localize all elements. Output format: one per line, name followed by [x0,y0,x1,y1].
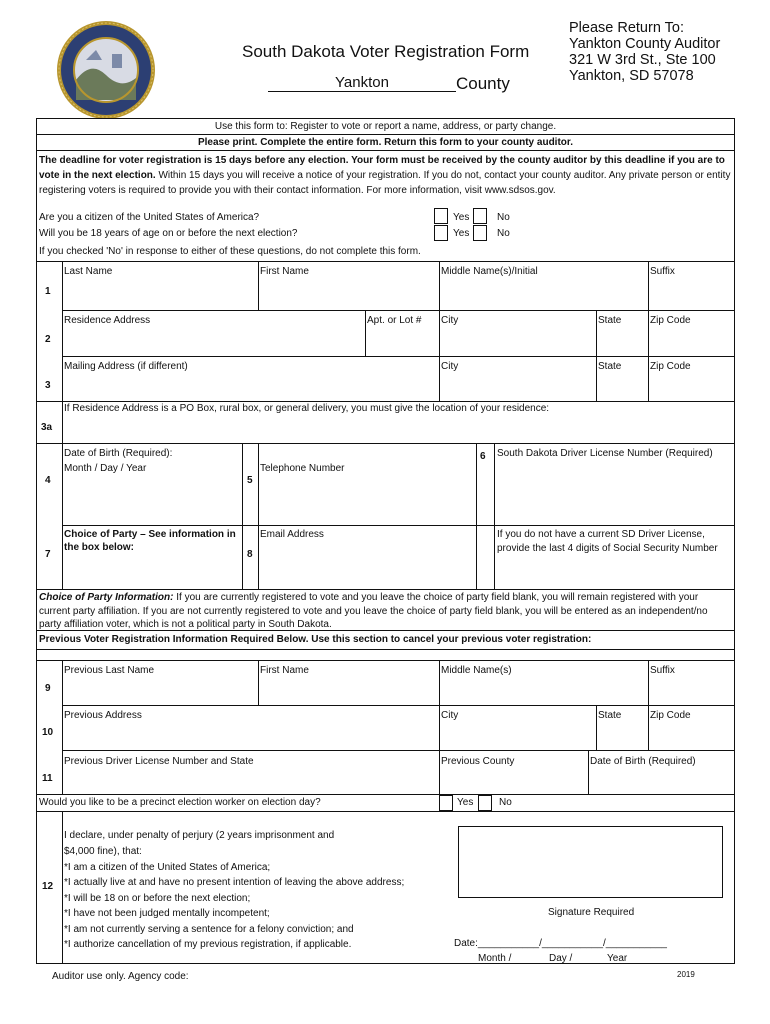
row-number-12: 12 [42,881,54,892]
mailing-city-label: City [441,361,459,372]
row-number-9: 9 [45,683,51,694]
row-number-2: 2 [45,334,51,345]
date-year-label: Year [607,953,628,964]
prev-state-label: State [598,710,622,721]
prev-license-label: Previous Driver License Number and State [64,756,254,767]
previous-heading: Previous Voter Registration Information Required Below. Use this section to cancel your previous voter registration: [39,634,592,645]
last-name-label: Last Name [64,266,113,277]
no-license-note: If you do not have a current SD Driver License, [497,529,705,540]
south-dakota-state-seal [56,20,156,120]
row-number-3: 3 [45,380,51,391]
state-label: State [598,315,622,326]
residence-location-label: If Residence Address is a PO Box, rural box, or general delivery, you must give the location of your residence: [64,403,550,414]
county-word: County [456,74,510,93]
election-worker-question: Would you like to be a precinct election worker on election day? [39,797,321,808]
dob-format: Month / Day / Year [64,463,147,474]
row-number-4: 4 [45,475,51,486]
citizen-yes-checkbox[interactable] [434,208,448,224]
signature-box[interactable] [458,826,723,898]
return-line: Please Return To: [569,20,684,36]
row-number-11: 11 [42,773,53,784]
middle-name-label: Middle Name(s)/Initial [441,266,538,277]
declaration-line: *I actually live at and have no present intention of leaving the above address; [64,877,405,888]
return-line: 321 W 3rd St., Ste 100 [569,52,716,68]
age-yes-checkbox[interactable] [434,225,448,241]
date-month-label: Month / [478,953,512,964]
worker-yes-label: Yes [457,797,474,808]
prev-city-label: City [441,710,459,721]
prev-middle-name-label: Middle Name(s) [441,665,512,676]
party-info-text: If you are currently registered to vote and you leave the choice of party field blank, you will remain registered with your current party affiliation. If you are not currently registered to vote and you leave the choice of party field blank, you will be entered as an independent/no party affiliation voter, which is not a political party in South Dakota. [39,592,708,630]
deadline-rest: Within 15 days you will receive a notice of your registration. If you do not, contact your county auditor. Any private person or entity registering voters is required to provide you with their contact information. For more information, visit www.sdsos.gov. [39,170,731,196]
row-number-1: 1 [45,286,51,297]
declaration-line: *I have not been judged mentally incompetent; [64,908,270,919]
declaration-line: $4,000 fine), that: [64,846,142,857]
worker-no-label: No [499,797,512,808]
party-choice-label: Choice of Party – See information in [64,529,236,540]
prev-first-name-label: First Name [260,665,309,676]
party-information [39,591,732,632]
return-line: Yankton, SD 57078 [569,68,694,84]
eligibility-note: If you checked 'No' in response to either of these questions, do not complete this form. [39,246,421,257]
prev-county-label: Previous County [441,756,515,767]
worker-yes-checkbox[interactable] [439,795,453,811]
dob-label: Date of Birth (Required): [64,448,173,459]
row-number-3a: 3a [41,422,53,433]
row-number-10: 10 [42,727,54,738]
county-name: Yankton [268,74,456,92]
mailing-address-label: Mailing Address (if different) [64,361,188,372]
intro-line-2: Please print. Complete the entire form. Return this form to your county auditor. [197,137,574,148]
date-line[interactable]: Date:___________/___________/___________ [454,938,667,949]
mailing-state-label: State [598,361,622,372]
apt-lot-label: Apt. or Lot # [367,315,422,326]
intro-line-1: Use this form to: Register to vote or report a name, address, or party change. [214,121,557,132]
row-number-5: 5 [247,475,253,486]
signature-label: Signature Required [548,907,635,918]
row-number-8: 8 [247,549,253,560]
form-title: South Dakota Voter Registration Form [242,42,530,61]
prev-dob-label: Date of Birth (Required) [590,756,696,767]
email-label: Email Address [260,529,324,540]
return-address [569,20,720,84]
citizen-yes-label: Yes [453,212,470,223]
license-label: South Dakota Driver License Number (Required) [497,448,713,459]
age-no-label: No [497,228,510,239]
age-question: Will you be 18 years of age on or before the next election? [39,228,298,239]
worker-no-checkbox[interactable] [478,795,492,811]
age-yes-label: Yes [453,228,470,239]
first-name-label: First Name [260,266,309,277]
telephone-label: Telephone Number [260,463,345,474]
mailing-zip-label: Zip Code [650,361,691,372]
declaration-line: *I authorize cancellation of my previous registration, if applicable. [64,939,352,950]
prev-address-label: Previous Address [64,710,142,721]
return-line: Yankton County Auditor [569,36,721,52]
form-year: 2019 [677,970,695,979]
prev-last-name-label: Previous Last Name [64,665,155,676]
declaration-line: *I am not currently serving a sentence for a felony conviction; and [64,924,354,935]
citizen-no-checkbox[interactable] [473,208,487,224]
party-info-label: Choice of Party Information: [39,592,174,603]
declaration-line: I declare, under penalty of perjury (2 years imprisonment and [64,830,335,841]
city-label: City [441,315,459,326]
row-number-6: 6 [480,451,486,462]
date-day-label: Day / [549,953,573,964]
prev-zip-label: Zip Code [650,710,691,721]
registration-form [36,118,735,964]
ssn-note: provide the last 4 digits of Social Security Number [497,543,718,554]
auditor-use-only: Auditor use only. Agency code: [52,971,189,982]
citizen-no-label: No [497,212,510,223]
party-choice-label-2: the box below: [64,542,134,553]
age-no-checkbox[interactable] [473,225,487,241]
deadline-notice [39,153,732,198]
declaration-line: *I am a citizen of the United States of America; [64,862,271,873]
residence-address-label: Residence Address [64,315,151,326]
row-number-7: 7 [45,549,51,560]
suffix-label: Suffix [650,266,675,277]
prev-suffix-label: Suffix [650,665,675,676]
citizen-question: Are you a citizen of the United States of America? [39,212,260,223]
zip-label: Zip Code [650,315,691,326]
deadline-bold: The deadline for voter registration is 15 days before any election. Your form must be received by the county auditor by this deadline if you are to vote in the next election. [39,155,725,181]
declaration-line: *I will be 18 on or before the next election; [64,893,251,904]
